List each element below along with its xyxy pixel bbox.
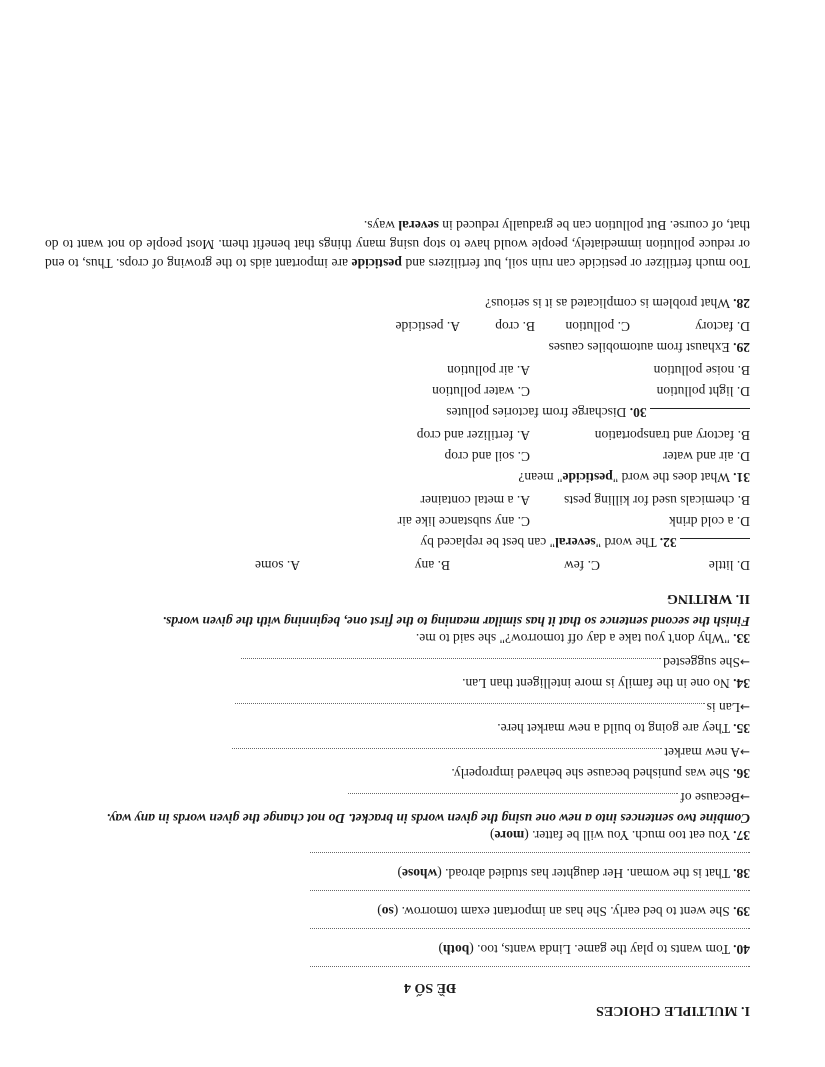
question-close: ) <box>438 942 443 957</box>
passage-keyword-pesticide: pesticide <box>351 256 402 271</box>
question-text: "Why don't you take a day off tomorrow?" she said to me. <box>415 631 734 646</box>
passage-text-2: are important aids to the growing of crops. Thus, to end or reduce pollution immediately, people would have to stop using many things that benefit them. Most people do not want to do that, of course. But pollution can be gradually reduced in <box>45 218 750 271</box>
worksheet-content <box>45 216 750 1019</box>
options-32 <box>45 557 750 574</box>
passage-text-1: Too much fertilizer or pesticide can ruin soil, but fertilizers and <box>401 256 750 271</box>
given-word: whose <box>401 866 438 881</box>
option-d: D. light pollution <box>656 384 750 399</box>
given-word: so <box>381 904 394 919</box>
option-a: A. pesticide <box>395 319 460 334</box>
option-b: B. chemicals used for killing pests <box>564 493 750 508</box>
options-29b <box>45 383 750 400</box>
option-b: B. any <box>414 558 450 573</box>
question-number: 38. <box>733 866 750 881</box>
question-30 <box>45 404 750 421</box>
answer-line <box>348 793 678 806</box>
question-37 <box>45 827 750 844</box>
answer-start: Lan is <box>706 700 740 715</box>
given-word: more <box>494 828 525 843</box>
option-b: B. factory and transportation <box>594 428 750 443</box>
options-30a <box>45 427 750 444</box>
passage-text-3: ways. <box>363 218 399 233</box>
options-31a <box>45 492 750 509</box>
question-32 <box>45 534 750 551</box>
passage-keyword-several: several <box>398 218 439 233</box>
answer-start: She suggested <box>663 655 740 670</box>
options-28 <box>45 318 750 335</box>
arrow-icon: → <box>739 790 750 804</box>
question-number: 37. <box>733 828 750 843</box>
instruction-rewrite: Finish the second sentence so that it has similar meaning to the first one, beginning with the given words. <box>162 614 750 629</box>
question-text: She was punished because she behaved improperly. <box>451 766 734 781</box>
option-d: D. a cold drink <box>669 514 750 529</box>
given-word: both <box>442 942 470 957</box>
question-number: 31. <box>733 470 750 485</box>
question-keyword: pesticide <box>562 470 613 485</box>
answer-line <box>232 748 662 761</box>
answer-35 <box>45 743 750 761</box>
question-number: 28. <box>733 296 750 311</box>
question-close: ) <box>490 828 495 843</box>
question-text-pre: What does the word " <box>612 470 734 485</box>
question-text-pre: The word " <box>595 535 660 550</box>
instruction-combine: Combine two sentences into a new one using the given words in bracket. Do not change the given words in any way. <box>106 811 750 826</box>
question-text: Tom wants to play the game. Linda wants, too. ( <box>469 942 734 957</box>
answer-36 <box>45 788 750 806</box>
options-29a <box>45 362 750 379</box>
option-c: C. few <box>564 558 600 573</box>
option-b: B. noise pollution <box>653 363 750 378</box>
question-text: Exhaust from automobiles causes <box>548 340 734 355</box>
question-close: ) <box>397 866 402 881</box>
question-40 <box>45 941 750 958</box>
question-31 <box>45 469 750 486</box>
answer-line <box>310 890 750 901</box>
question-text: You eat too much. You will be fatter. ( <box>524 828 734 843</box>
question-33 <box>45 630 750 647</box>
options-30b <box>45 448 750 465</box>
answer-33 <box>45 653 750 671</box>
answer-start: Because of <box>680 790 740 805</box>
question-text: Discharge from factories pollutes <box>446 405 630 420</box>
question-text-post: " mean? <box>518 470 563 485</box>
answer-line <box>241 658 661 671</box>
question-34 <box>45 675 750 692</box>
question-number: 29. <box>733 340 750 355</box>
blank-line <box>680 538 750 551</box>
reading-passage <box>45 216 750 273</box>
option-a: A. some <box>255 558 300 573</box>
blank-line <box>650 408 750 421</box>
answer-line <box>310 928 750 939</box>
section-writing-title: II. WRITING <box>667 591 750 606</box>
option-a: A. a metal container <box>420 493 530 508</box>
question-number: 35. <box>733 721 750 736</box>
question-close: ) <box>377 904 382 919</box>
exam-number-title: ĐỀ SỐ 4 <box>403 980 457 995</box>
question-36 <box>45 765 750 782</box>
question-number: 33. <box>733 631 750 646</box>
answer-34 <box>45 698 750 716</box>
option-d: D. factory <box>695 319 750 334</box>
question-text: She went to bed early. She has an important exam tomorrow. ( <box>393 904 734 919</box>
options-31b <box>45 513 750 530</box>
option-d: D. air and water <box>663 449 750 464</box>
question-29 <box>45 339 750 356</box>
question-text-post: " can best be replaced by <box>420 535 556 550</box>
option-d: D. little <box>708 558 750 573</box>
question-text: What problem is complicated as it is serious? <box>485 296 734 311</box>
option-c: C. water pollution <box>432 384 530 399</box>
question-number: 40. <box>733 942 750 957</box>
option-a: A. air pollution <box>447 363 530 378</box>
option-a: A. fertilizer and crop <box>416 428 530 443</box>
option-b: B. crop <box>495 319 535 334</box>
answer-start: A new market <box>664 745 740 760</box>
arrow-icon: → <box>739 745 750 759</box>
question-text: That is the woman. Her daughter has studied abroad. ( <box>437 866 734 881</box>
answer-line <box>310 852 750 863</box>
question-number: 32. <box>659 535 677 550</box>
question-38 <box>45 865 750 882</box>
arrow-icon: → <box>739 700 750 714</box>
question-keyword: several <box>555 535 596 550</box>
question-text: No one in the family is more intelligent than Lan. <box>462 676 734 691</box>
answer-line <box>310 966 750 977</box>
option-c: C. pollution <box>565 319 630 334</box>
question-text: They are going to build a new market here. <box>497 721 734 736</box>
question-35 <box>45 720 750 737</box>
question-28 <box>45 295 750 312</box>
section-multiple-choice-title: I. MULTIPLE CHOICES <box>596 1003 750 1018</box>
question-number: 34. <box>733 676 750 691</box>
arrow-icon: → <box>739 655 750 669</box>
option-c: C. soil and crop <box>444 449 530 464</box>
question-39 <box>45 903 750 920</box>
option-c: C. any substance like air <box>397 514 530 529</box>
question-number: 30. <box>629 405 647 420</box>
answer-line <box>235 703 705 716</box>
question-number: 36. <box>733 766 750 781</box>
question-number: 39. <box>733 904 750 919</box>
